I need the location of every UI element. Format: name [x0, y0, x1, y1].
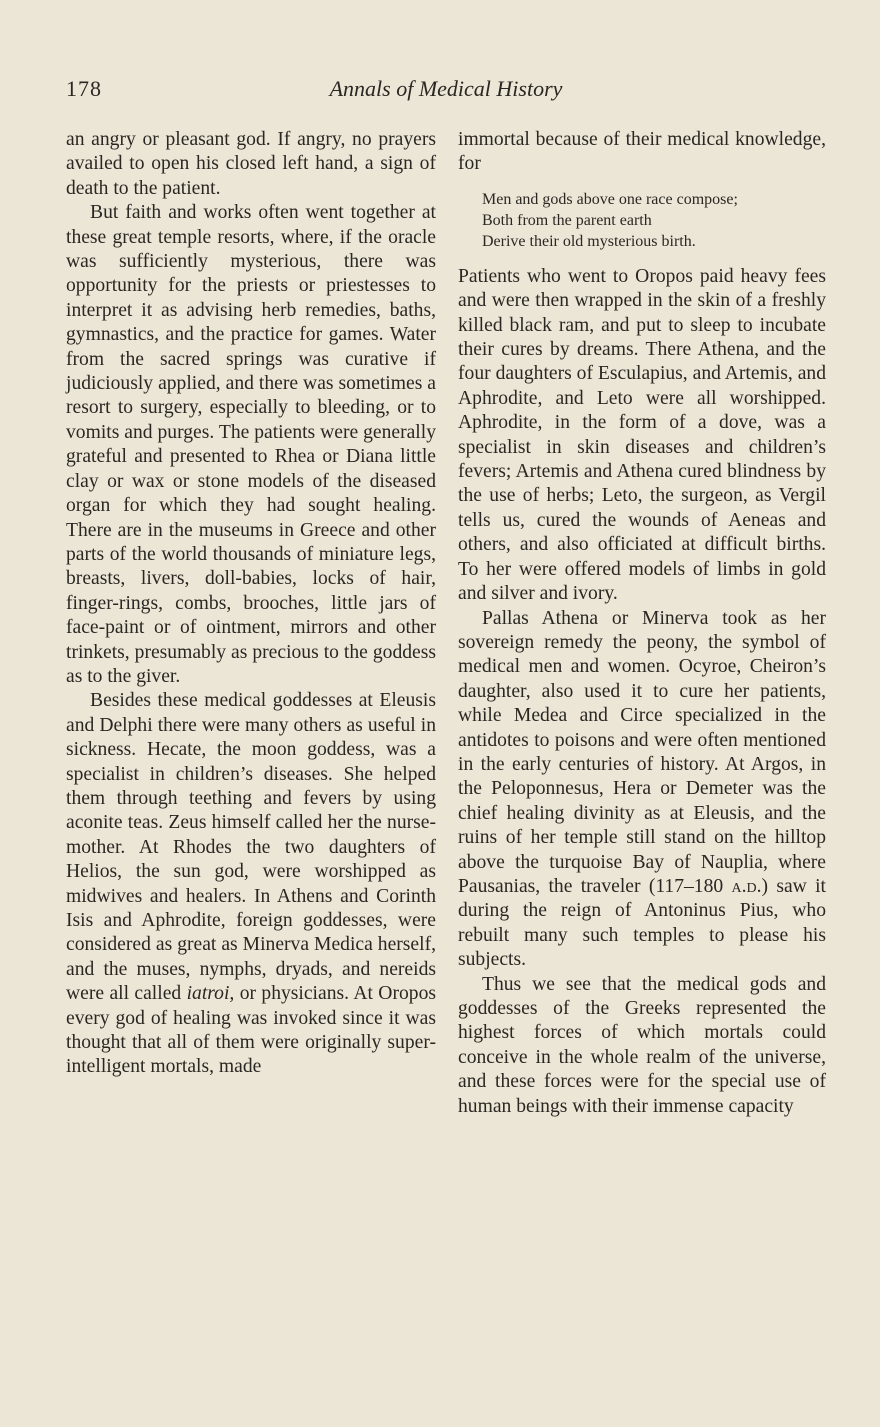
left-column — [66, 128, 436, 1080]
paragraph: Thus we see that the medical gods and goddesses of the Greeks represented the highest forces of which mortals could conceive in the whole realm of the universe, and these forces were for the special use of human beings with their immense capacity — [458, 973, 826, 1117]
text-run: ) saw it during the reign of Antoninus Pius, who rebuilt many such temples to please his subjects. — [458, 875, 827, 971]
verse-line: Men and gods above one race compose; — [482, 190, 738, 208]
page-header — [66, 76, 826, 110]
page-number: 178 — [66, 76, 102, 101]
verse-line: Derive their old mysterious birth. — [482, 232, 696, 250]
verse-line: Both from the parent earth — [482, 211, 652, 229]
text-run: Pallas Athena or Minerva took as her sovereign remedy the peony, the symbol of medical men and women. Ocyroe, Cheiron’s daughter, also used it to cure her patients, while Medea and Circe specialized in the antidotes to poisons and were often mentioned in the early centuries of history. At Argos, in the Peloponnesus, Hera or Demeter was the chief healing divinity as at Eleusis, and the ruins of her temple still stand on the hilltop above the turquoise Bay of Nauplia, where Pausanias, the traveler (117–180 — [458, 607, 826, 897]
paragraph: immortal because of their medical knowledge, for — [458, 129, 826, 175]
verse-quotation — [482, 189, 826, 252]
text-run: Besides these medical goddesses at Eleusis and Delphi there were many others as useful in sickness. Hecate, the moon goddess, was a specialist in children’s diseases. She helped them through teething and fevers by using aconite teas. Zeus himself called her the nurse-mother. At Rhodes the two daughters of Helios, the sun god, were worshipped as midwives and healers. In Athens and Corinth Isis and Aphrodite, foreign goddesses, were considered as great as Minerva Medica herself, and the muses, nymphs, dryads, and nereids were all called — [66, 690, 436, 1005]
right-column — [458, 128, 826, 1119]
text-run: or physicians. At Oropos every god of healing was invoked since it was thought that all of them were originally super-intelligent mortals, made — [66, 983, 436, 1078]
italic-term: iatroi, — [186, 983, 235, 1005]
paragraph — [458, 607, 826, 973]
paragraph — [66, 689, 436, 1080]
paragraph: an angry or pleasant god. If angry, no prayers availed to open his closed left hand, a sign of death to the patient. — [66, 129, 436, 199]
running-title: Annals of Medical History — [329, 76, 563, 101]
paragraph: But faith and works often went together at these great temple resorts, where, if the oracle was sufficiently mysterious, there was opportunity for the priests or priestesses to interpret it as advising herb remedies, baths, gymnastics, and the practice for games. Water from the sacred springs was curative if judiciously applied, and there was sometimes a resort to surgery, especially to bleeding, or to vomits and purges. The patients were generally grateful and presented to Rhea or Diana little clay or wax or stone models of the diseased organ for which they had sought healing. There are in the museums in Greece and other parts of the world thousands of miniature legs, breasts, livers, doll-babies, locks of hair, finger-rings, combs, brooches, little jars of face-paint or of ointment, mirrors and other trinkets, presumably as precious to the goddess as to the giver. — [66, 202, 436, 687]
paragraph: Patients who went to Oropos paid heavy fees and were then wrapped in the skin of a freshly killed black ram, and put to sleep to incubate their cures by dreams. There Athena, and the four daughters of Esculapius, and Artemis, and Aphrodite, and Leto were all worshipped. Aphrodite, in the form of a dove, was a specialist in skin diseases and children’s fevers; Artemis and Athena cured blindness by the use of herbs; Leto, the surgeon, as Vergil tells us, cured the wounds of Aeneas and others, and also officiated at difficult births. To her were offered models of limbs in gold and silver and ivory. — [458, 265, 826, 605]
era-abbreviation: a.d. — [731, 875, 762, 897]
